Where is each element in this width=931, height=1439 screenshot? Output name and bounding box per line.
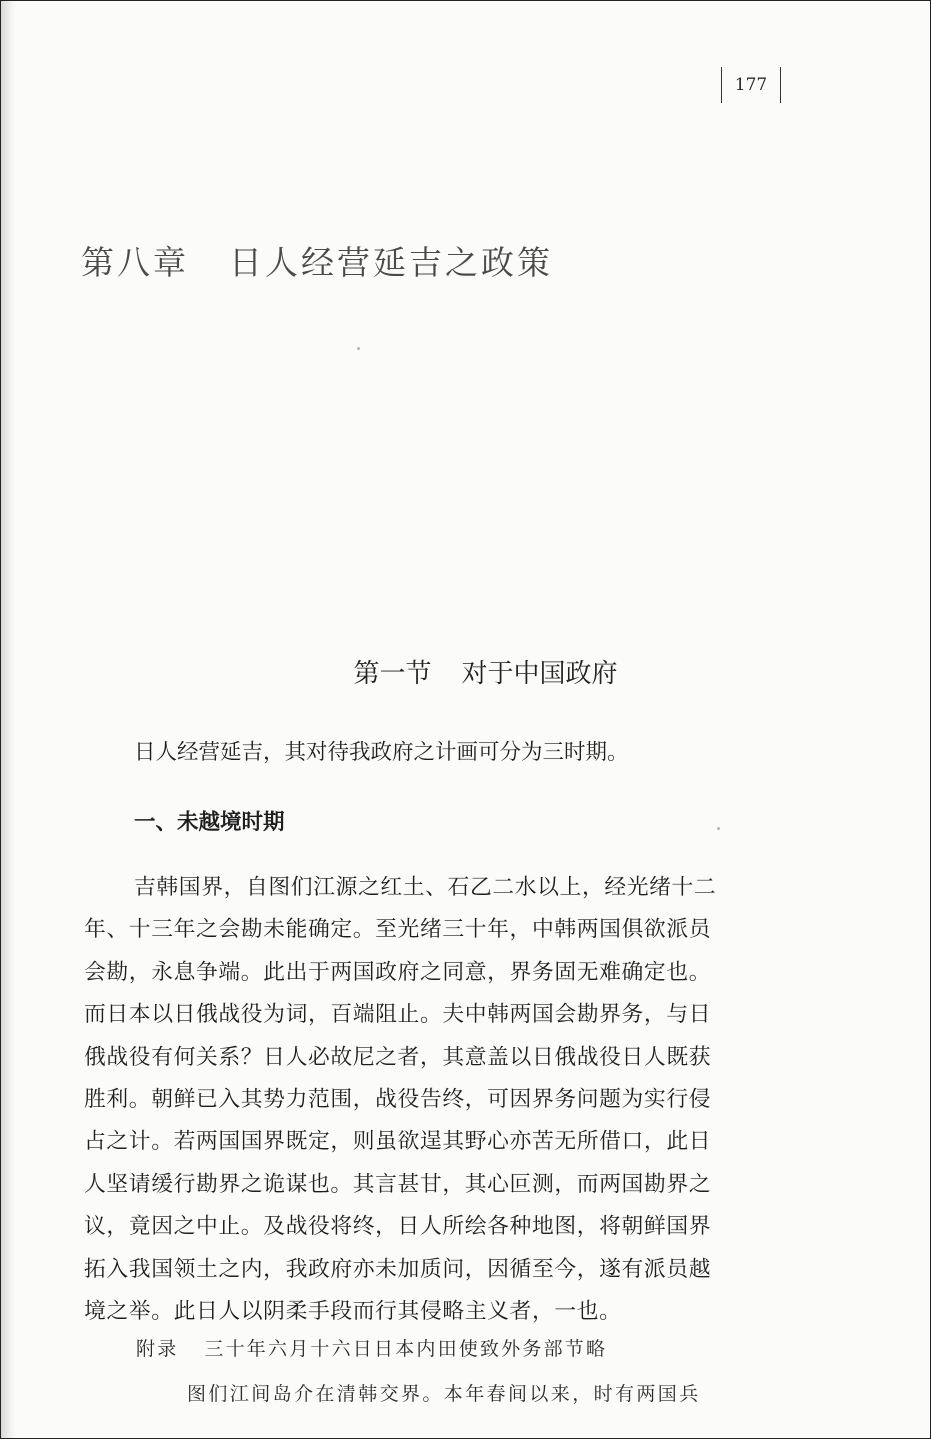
- page-number: [721, 67, 781, 103]
- intro-paragraph: 日人经营延吉，其对待我政府之计画可分为三时期。: [134, 740, 629, 765]
- body-line: 吉韩国界，自图们江源之红土、石乙二水以上，经光绪十二: [134, 875, 717, 900]
- chapter-title: [81, 237, 553, 284]
- subheading: 一、未越境时期: [134, 810, 285, 835]
- body-line: 胜利。朝鲜已入其势力范围，战役告终，可因界务问题为实行侵: [84, 1086, 712, 1112]
- body-line: 年、十三年之会勘未能确定。至光绪三十年，中韩两国俱欲派员: [84, 917, 712, 943]
- section-name: 对于中国政府: [461, 659, 618, 689]
- appendix-text: 图们江间岛介在清韩交界。本年春间以来，时有两国兵: [187, 1383, 701, 1405]
- appendix-title: 三十年六月十六日日本内田使致外务部节略: [204, 1338, 608, 1360]
- appendix-label: 附录: [136, 1338, 179, 1360]
- page-gutter-shadow: [1, 1, 15, 1438]
- body-line: 而日本以日俄战役为词，百端阻止。夫中韩两国会勘界务，与日: [84, 1002, 712, 1028]
- body-line: 议，竟因之中止。及战役将终，日人所绘各种地图，将朝鲜国界: [84, 1214, 712, 1240]
- chapter-name: 日人经营延吉之政策: [229, 243, 553, 282]
- appendix-header: [136, 1334, 607, 1361]
- body-line: 人坚请缓行勘界之诡谋也。其言甚甘，其心叵测，而两国勘界之: [84, 1171, 712, 1197]
- body-line: 境之举。此日人以阴柔手段而行其侵略主义者，一也。: [84, 1298, 622, 1324]
- scan-speck: [717, 827, 720, 830]
- section-title: [1, 653, 930, 690]
- body-line: 拓入我国领土之内，我政府亦未加质问，因循至今，遂有派员越: [84, 1256, 712, 1282]
- scan-speck: [357, 347, 360, 350]
- body-line: 占之计。若两国国界既定，则虽欲逞其野心亦苦无所借口，此日: [84, 1129, 712, 1155]
- body-line: 俄战役有何关系？日人必故尼之者，其意盖以日俄战役日人既获: [84, 1044, 712, 1070]
- page-number-text: 177: [734, 75, 768, 95]
- body-line: 会勘，永息争端。此出于两国政府之同意，界务固无难确定也。: [84, 959, 712, 985]
- body-paragraph: [84, 867, 794, 1333]
- section-number: 第一节: [353, 659, 432, 689]
- chapter-number: 第八章: [81, 243, 189, 282]
